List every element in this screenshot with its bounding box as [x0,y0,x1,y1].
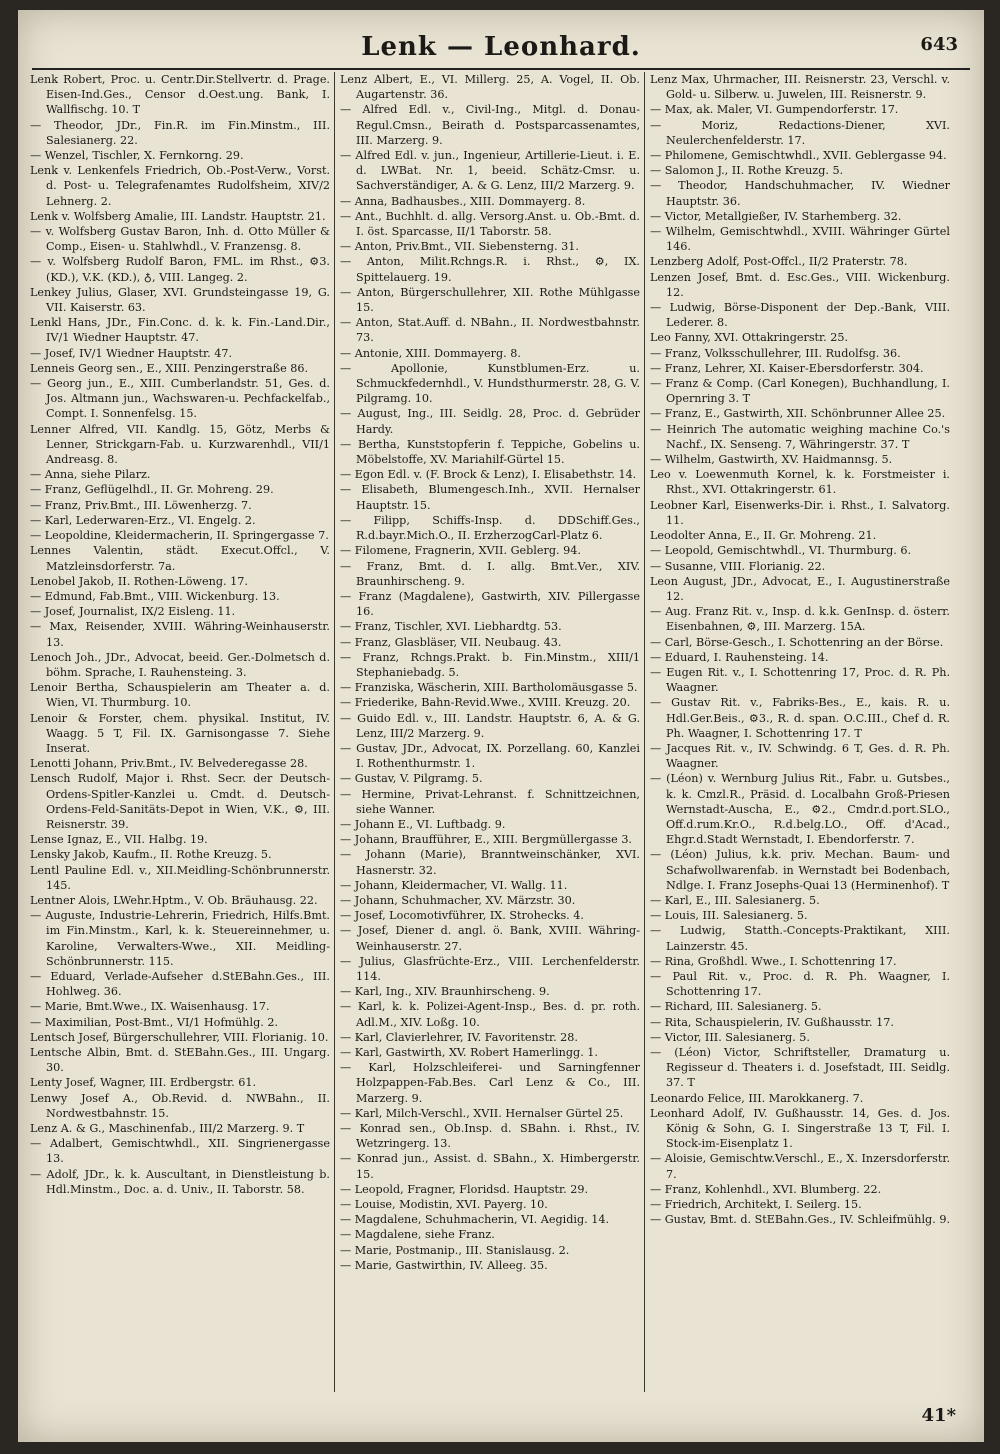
page-header-title: Lenk — Leonhard. [361,32,641,62]
directory-entry: — Karl, E., III. Salesianerg. 5. [650,893,820,907]
directory-entry: Leonardo Felice, III. Marokkanerg. 7. [650,1091,864,1105]
directory-entry: Lenk v. Wolfsberg Amalie, III. Landstr. Hauptstr. 21. [30,209,326,223]
directory-entry: — Franz, Lehrer, XI. Kaiser-Ebersdorferstr. 304. [650,361,924,375]
directory-entry: — (Léon) v. Wernburg Julius Rit., Fabr. u. Gutsbes., k. k. Cmzl.R., Präsid. d. Localbahn Groß-Priesen Wernstadt-Auscha, E., ⚙2., Cmdr.d.port.SLO., Off.d.rum.Kr.O., R.d.belg.LO., Off. d'Acad., Ehgr.d.Stadt Wernstadt, I. Ebendorferstr. 7. [650,772,950,847]
directory-entry: — Josef, Journalist, IX/2 Eisleng. 11. [30,605,236,619]
header-rule [32,68,970,70]
directory-entry: — Franz, Geflügelhdl., II. Gr. Mohreng. 29. [30,483,274,497]
directory-entry: — Alfred Edl. v. jun., Ingenieur, Artillerie-Lieut. i. E. d. LWBat. Nr. 1, beeid. Schätz-Cmsr. u. Sachverständiger, A. & G. Lenz, III/2 Marzerg. 9. [340,149,640,193]
directory-entry: — Franz, Rchngs.Prakt. b. Fin.Minstm., XIII/1 Stephaniebadg. 5. [340,650,640,679]
directory-entry: Lennes Valentin, städt. Execut.Offcl., V. Matzleinsdorferstr. 7a. [30,544,330,573]
directory-entry: — Magdalene, Schuhmacherin, VI. Aegidig. 14. [340,1213,610,1227]
directory-entry: — Filomene, Fragnerin, XVII. Geblerg. 94. [340,544,581,558]
directory-entry: Lenkey Julius, Glaser, XVI. Grundsteingasse 19, G. VII. Kaiserstr. 63. [30,285,330,315]
directory-entry: — Franz, Volksschullehrer, III. Rudolfsg. 36. [650,346,901,360]
directory-entry: — Theodor, Handschuhmacher, IV. Wiedner Hauptstr. 36. [650,179,950,208]
directory-entry: — Franz, Priv.Bmt., III. Löwenherzg. 7. [30,498,252,512]
directory-entry: — Karl, Holzschleiferei- und Sarningfenner Holzpappen-Fab.Bes. Carl Lenz & Co., III. Marzerg. 9. [340,1061,640,1105]
directory-entry: Lense Ignaz, E., VII. Halbg. 19. [30,833,208,847]
directory-entry: — Magdalene, siehe Franz. [340,1228,495,1242]
directory-entry: — August, Ing., III. Seidlg. 28, Proc. d. Gebrüder Hardy. [340,407,640,436]
directory-entry: — Franz, Glasbläser, VII. Neubaug. 43. [340,635,562,649]
directory-entry: — Leopoldine, Kleidermacherin, II. Springergasse 7. [30,529,329,543]
directory-entry: — Wilhelm, Gastwirth, XV. Haidmannsg. 5. [650,453,893,467]
directory-entry: — Victor, III. Salesianerg. 5. [650,1030,810,1044]
directory-entry: Lenz Max, Uhrmacher, III. Reisnerstr. 23, Verschl. v. Gold- u. Silberw. u. Juwelen, III. Reisnerstr. 9. [650,73,950,102]
directory-entry: — Jacques Rit. v., IV. Schwindg. 6 T, Ges. d. R. Ph. Waagner. [650,741,950,771]
directory-entry: — Guido Edl. v., III. Landstr. Hauptstr. 6, A. & G. Lenz, III/2 Marzerg. 9. [340,711,640,740]
directory-entry: — Franz, Tischler, XVI. Liebhardtg. 53. [340,620,562,634]
directory-entry: Lensch Rudolf, Major i. Rhst. Secr. der Deutsch-Ordens-Spitler-Kanzlei u. Cmdt. d. Deutsch-Ordens-Feld-Sanitäts-Depot in Wien, V.K., ⚙, III. Reisnerstr. 39. [30,772,330,831]
directory-entry: — Karl, Clavierlehrer, IV. Favoritenstr. 28. [340,1030,578,1044]
directory-entry: Lentl Pauline Edl. v., XII.Meidling-Schönbrunnerstr. 145. [30,863,330,892]
directory-entry: Lensky Jakob, Kaufm., II. Rothe Kreuzg. 5. [30,848,272,862]
directory-entry: Lenotti Johann, Priv.Bmt., IV. Belvederegasse 28. [30,757,308,771]
directory-entry: — Max, ak. Maler, VI. Gumpendorferstr. 17. [650,103,899,117]
directory-entry: — Gustav, V. Pilgramg. 5. [340,772,483,786]
directory-entry: — Ant., Buchhlt. d. allg. Versorg.Anst. u. Ob.-Bmt. d. I. öst. Sparcasse, II/1 Taborstr. 58. [340,209,640,239]
directory-entry: — Theodor, JDr., Fin.R. im Fin.Minstm., III. Salesianerg. 22. [30,118,330,147]
directory-entry: — Karl, Milch-Verschl., XVII. Hernalser Gürtel 25. [340,1106,624,1120]
directory-entry: — Paul Rit. v., Proc. d. R. Ph. Waagner, I. Schottenring 17. [650,969,950,999]
directory-entry: — Anton, Stat.Auff. d. NBahn., II. Nordwestbahnstr. 73. [340,316,640,345]
directory-entry: — Gustav Rit. v., Fabriks-Bes., E., kais. R. u. Hdl.Ger.Beis., ⚙3., R. d. span. O.C.III., Chef d. R. Ph. Waagner, I. Schottenring 17. T [650,696,950,740]
directory-entry: — Rina, Großhdl. Wwe., I. Schottenring 17. [650,954,897,968]
page-signature: 41* [921,1405,956,1426]
directory-entry: — Johann E., VI. Luftbadg. 9. [340,817,506,831]
directory-entry: — Franz & Comp. (Carl Konegen), Buchhandlung, I. Opernring 3. T [650,377,950,406]
directory-entry: — Franz, Kohlenhdl., XVI. Blumberg. 22. [650,1182,882,1196]
directory-entry: Leo Fanny, XVI. Ottakringerstr. 25. [650,331,849,345]
directory-entry: — Marie, Bmt.Wwe., IX. Waisenhausg. 17. [30,1000,270,1014]
directory-entry: — Bertha, Kunststopferin f. Teppiche, Gobelins u. Möbelstoffe, XV. Mariahilf-Gürtel 15. [340,437,640,467]
directory-entry: Leobner Karl, Eisenwerks-Dir. i. Rhst., I. Salvatorg. 11. [650,498,950,527]
directory-entry: — Georg jun., E., XIII. Cumberlandstr. 51, Ges. d. Jos. Altmann jun., Wachswaren-u. Pechfackelfab., Compt. I. Sonnenfelsg. 15. [30,377,330,421]
directory-entry: — Salomon J., II. Rothe Kreuzg. 5. [650,164,844,178]
directory-entry: — Johann, Braufführer, E., XIII. Bergmüllergasse 3. [340,833,632,847]
directory-entry: Lenoch Joh., JDr., Advocat, beeid. Ger.-Dolmetsch d. böhm. Sprache, I. Rauhensteing. 3. [30,650,330,679]
directory-entry: — Louise, Modistin, XVI. Payerg. 10. [340,1198,548,1212]
directory-entry: — Elisabeth, Blumengesch.Inh., XVII. Hernalser Hauptstr. 15. [340,483,640,512]
directory-entry: — Anton, Bürgerschullehrer, XII. Rothe Mühlgasse 15. [340,285,640,315]
directory-entry: — Josef, IV/1 Wiedner Hauptstr. 47. [30,346,233,360]
directory-entry: — Auguste, Industrie-Lehrerin, Friedrich, Hilfs.Bmt. im Fin.Minstm., Karl, k. k. Steuereinnehmer, u. Karoline, Verwalters-Wwe., XII. Meidling-Schönbrunnerstr. 115. [30,909,330,968]
directory-entry: — Friederike, Bahn-Revid.Wwe., XVIII. Kreuzg. 20. [340,696,631,710]
directory-entry: Lenty Josef, Wagner, III. Erdbergstr. 61. [30,1076,257,1090]
directory-entry: — Louis, III. Salesianerg. 5. [650,909,808,923]
directory-entry: — Moriz, Redactions-Diener, XVI. Neulerchenfelderstr. 17. [650,118,950,147]
directory-entry: — Adalbert, Gemischtwhdl., XII. Singrienergasse 13. [30,1137,330,1166]
directory-entry: — Konrad sen., Ob.Insp. d. SBahn. i. Rhst., IV. Wetzringerg. 13. [340,1122,640,1151]
directory-entry: — Karl, Ing., XIV. Braunhirscheng. 9. [340,985,550,999]
directory-entry: — Philomene, Gemischtwhdl., XVII. Geblergasse 94. [650,149,947,163]
directory-entry: — Max, Reisender, XVIII. Währing-Weinhauserstr. 13. [30,620,330,649]
directory-entry: Lenoir & Forster, chem. physikal. Institut, IV. Waagg. 5 T, Fil. IX. Garnisongasse 7. Siehe Inserat. [30,711,330,755]
directory-entry: — Apollonie, Kunstblumen-Erz. u. Schmuckfedernhdl., V. Hundsthurmerstr. 28, G. V. Pilgramg. 10. [340,361,640,406]
directory-entry: — Leopold, Fragner, Floridsd. Hauptstr. 29. [340,1182,589,1196]
directory-entry: — Ludwig, Statth.-Concepts-Praktikant, XIII. Lainzerstr. 45. [650,924,950,953]
directory-entry: — Aug. Franz Rit. v., Insp. d. k.k. GenInsp. d. österr. Eisenbahnen, ⚙, III. Marzerg. 15A. [650,605,950,634]
directory-entry: — Rita, Schauspielerin, IV. Gußhausstr. 17. [650,1015,894,1029]
directory-entry: — Egon Edl. v. (F. Brock & Lenz), I. Elisabethstr. 14. [340,468,637,482]
directory-entry: — Konrad jun., Assist. d. SBahn., X. Himbergerstr. 15. [340,1152,640,1181]
directory-entry: Lenk v. Lenkenfels Friedrich, Ob.-Post-Verw., Vorst. d. Post- u. Telegrafenamtes Rudolfsheim, XIV/2 Lehnerg. 2. [30,164,330,208]
directory-entry: Lenoir Bertha, Schauspielerin am Theater a. d. Wien, VI. Thurmburg. 10. [30,681,330,710]
directory-entry: — Marie, Gastwirthin, IV. Alleeg. 35. [340,1258,548,1272]
directory-entry: — Franz, E., Gastwirth, XII. Schönbrunner Allee 25. [650,407,946,421]
directory-entry: Lenk Robert, Proc. u. Centr.Dir.Stellvertr. d. Prage. Eisen-Ind.Ges., Censor d.Oest.ung. Bank, I. Wallfischg. 10. T [30,73,330,117]
directory-entry: — Karl, k. k. Polizei-Agent-Insp., Bes. d. pr. roth. Adl.M., XIV. Loßg. 10. [340,1000,640,1029]
directory-entry: — Karl, Gastwirth, XV. Robert Hamerlingg. 1. [340,1046,598,1059]
directory-entry: — Franz, Bmt. d. I. allg. Bmt.Ver., XIV. Braunhirscheng. 9. [340,559,640,588]
directory-entry: — Richard, III. Salesianerg. 5. [650,1000,822,1014]
directory-entry: — Hermine, Privat-Lehranst. f. Schnittzeichnen, siehe Wanner. [340,787,640,816]
directory-entry: — Anna, siehe Pilarz. [30,468,151,482]
directory-entry: — Wenzel, Tischler, X. Fernkorng. 29. [30,149,244,163]
directory-entry: — Josef, Diener d. angl. ö. Bank, XVIII. Währing-Weinhauserstr. 27. [340,924,640,953]
directory-entry: — Eugen Rit. v., I. Schottenring 17, Proc. d. R. Ph. Waagner. [650,665,950,695]
directory-entry: — (Léon) Julius, k.k. priv. Mechan. Baum- und Schafwollwarenfab. in Wernstadt bei Bodenbach, Ndlge. I. Franz Josephs-Quai 13 (Herminenhof). T [650,848,950,892]
directory-entry: Lenz A. & G., Maschinenfab., III/2 Marzerg. 9. T [30,1122,305,1136]
directory-entry: — v. Wolfsberg Rudolf Baron, FML. im Rhst., ⚙3. (KD.), V.K. (KD.), ♁, VIII. Langeg. 2. [30,255,330,284]
directory-entry: — Johann, Kleidermacher, VI. Wallg. 11. [340,878,568,892]
directory-entry: — Franziska, Wäscherin, XIII. Bartholomäusgasse 5. [340,681,638,695]
directory-entry: — Leopold, Gemischtwhdl., VI. Thurmburg. 6. [650,544,912,558]
directory-entry: Leo v. Loewenmuth Kornel, k. k. Forstmeister i. Rhst., XVI. Ottakringerstr. 61. [650,468,950,497]
directory-entry: — Filipp, Schiffs-Insp. d. DDSchiff.Ges., R.d.bayr.Mich.O., II. ErzherzogCarl-Platz 6. [340,513,640,543]
directory-column-2 [340,72,640,1412]
directory-column-1 [30,72,330,1412]
directory-entry: — (Léon) Victor, Schriftsteller, Dramaturg u. Regisseur d. Theaters i. d. Josefstadt, III. Seidlg. 37. T [650,1046,950,1090]
column-divider [644,72,645,1392]
directory-entry: — Edmund, Fab.Bmt., VIII. Wickenburg. 13. [30,589,280,603]
directory-entry: — Heinrich The automatic weighing machine Co.'s Nachf., IX. Senseng. 7, Währingerstr. 37. T [650,422,950,451]
directory-entry: — Wilhelm, Gemischtwhdl., XVIII. Währinger Gürtel 146. [650,225,950,254]
directory-entry: Lenobel Jakob, II. Rothen-Löweng. 17. [30,574,248,588]
directory-entry: — Aloisie, Gemischtw.Verschl., E., X. Inzersdorferstr. 7. [650,1152,950,1181]
directory-entry: — Carl, Börse-Gesch., I. Schottenring an der Börse. [650,635,944,649]
directory-entry: — Adolf, JDr., k. k. Auscultant, in Dienstleistung b. Hdl.Minstm., Doc. a. d. Univ., II. Taborstr. 58. [30,1167,330,1196]
directory-entry: Leon August, JDr., Advocat, E., I. Augustinerstraße 12. [650,574,950,603]
directory-page [18,10,984,1442]
directory-entry: — Anton, Milit.Rchngs.R. i. Rhst., ⚙, IX. Spittelauerg. 19. [340,255,640,284]
directory-entry: — Marie, Postmanip., III. Stanislausg. 2. [340,1243,570,1257]
directory-entry: Lenwy Josef A., Ob.Revid. d. NWBahn., II. Nordwestbahnstr. 15. [30,1091,330,1120]
directory-entry: — Johann (Marie), Branntweinschänker, XVI. Hasnerstr. 32. [340,848,640,877]
directory-entry: — Anton, Priv.Bmt., VII. Siebensterng. 31. [340,240,579,254]
directory-entry: Lentsch Josef, Bürgerschullehrer, VIII. Florianig. 10. [30,1030,329,1044]
directory-entry: Lenz Albert, E., VI. Millerg. 25, A. Vogel, II. Ob. Augartenstr. 36. [340,73,640,102]
directory-entry: — Eduard, I. Rauhensteing. 14. [650,650,829,664]
column-divider [334,72,335,1392]
directory-entry: — Gustav, Bmt. d. StEBahn.Ges., IV. Schleifmühlg. 9. [650,1213,950,1227]
directory-entry: — Johann, Schuhmacher, XV. Märzstr. 30. [340,893,576,907]
directory-entry: — Susanne, VIII. Florianig. 22. [650,559,826,573]
directory-entry: — Alfred Edl. v., Civil-Ing., Mitgl. d. Donau-Regul.Cmsn., Beirath d. Postsparcassenamtes, III. Marzerg. 9. [340,103,640,147]
directory-entry: Lentsche Albin, Bmt. d. StEBahn.Ges., III. Ungarg. 30. [30,1046,330,1075]
directory-entry: — Josef, Locomotivführer, IX. Strohecks. 4. [340,909,584,923]
directory-entry: — Julius, Glasfrüchte-Erz., VIII. Lerchenfelderstr. 114. [340,954,640,983]
directory-entry: Lenkl Hans, JDr., Fin.Conc. d. k. k. Fin.-Land.Dir., IV/1 Wiedner Hauptstr. 47. [30,316,330,345]
directory-entry: — Maximilian, Post-Bmt., VI/1 Hofmühlg. 2. [30,1015,279,1029]
directory-entry: — Ludwig, Börse-Disponent der Dep.-Bank, VIII. Lederer. 8. [650,301,950,330]
directory-entry: Leodolter Anna, E., II. Gr. Mohreng. 21. [650,529,877,543]
directory-entry: — Victor, Metallgießer, IV. Starhemberg. 32. [650,209,902,223]
directory-column-3 [650,72,950,1412]
directory-entry: — Antonie, XIII. Dommayerg. 8. [340,346,521,360]
directory-entry: Leonhard Adolf, IV. Gußhausstr. 14, Ges. d. Jos. König & Sohn, G. I. Singerstraße 13 T, Fil. I. Stock-im-Eisenplatz 1. [650,1106,950,1151]
directory-entry: — Karl, Lederwaren-Erz., VI. Engelg. 2. [30,513,256,527]
directory-entry: — Gustav, JDr., Advocat, IX. Porzellang. 60, Kanzlei I. Rothenthurmstr. 1. [340,741,640,771]
directory-entry: — Friedrich, Architekt, I. Seilerg. 15. [650,1198,862,1212]
directory-entry: Lenneis Georg sen., E., XIII. Penzingerstraße 86. [30,361,309,375]
directory-entry: — v. Wolfsberg Gustav Baron, Inh. d. Otto Müller & Comp., Eisen- u. Stahlwhdl., V. Franzensg. 8. [30,225,330,254]
directory-entry: Lenner Alfred, VII. Kandlg. 15, Götz, Merbs & Lenner, Strickgarn-Fab. u. Kurzwarenhdl., VII/1 Andreasg. 8. [30,422,330,467]
page-number: 643 [920,34,958,55]
directory-entry: — Anna, Badhausbes., XIII. Dommayerg. 8. [340,194,586,208]
directory-entry: Lenzen Josef, Bmt. d. Esc.Ges., VIII. Wickenburg. 12. [650,270,950,299]
directory-entry: Lenzberg Adolf, Post-Offcl., II/2 Praterstr. 78. [650,255,908,269]
directory-entry: — Franz (Magdalene), Gastwirth, XIV. Pillergasse 16. [340,589,640,619]
directory-entry: — Eduard, Verlade-Aufseher d.StEBahn.Ges., III. Hohlweg. 36. [30,969,330,999]
directory-entry: Lentner Alois, LWehr.Hptm., V. Ob. Bräuhausg. 22. [30,893,318,907]
